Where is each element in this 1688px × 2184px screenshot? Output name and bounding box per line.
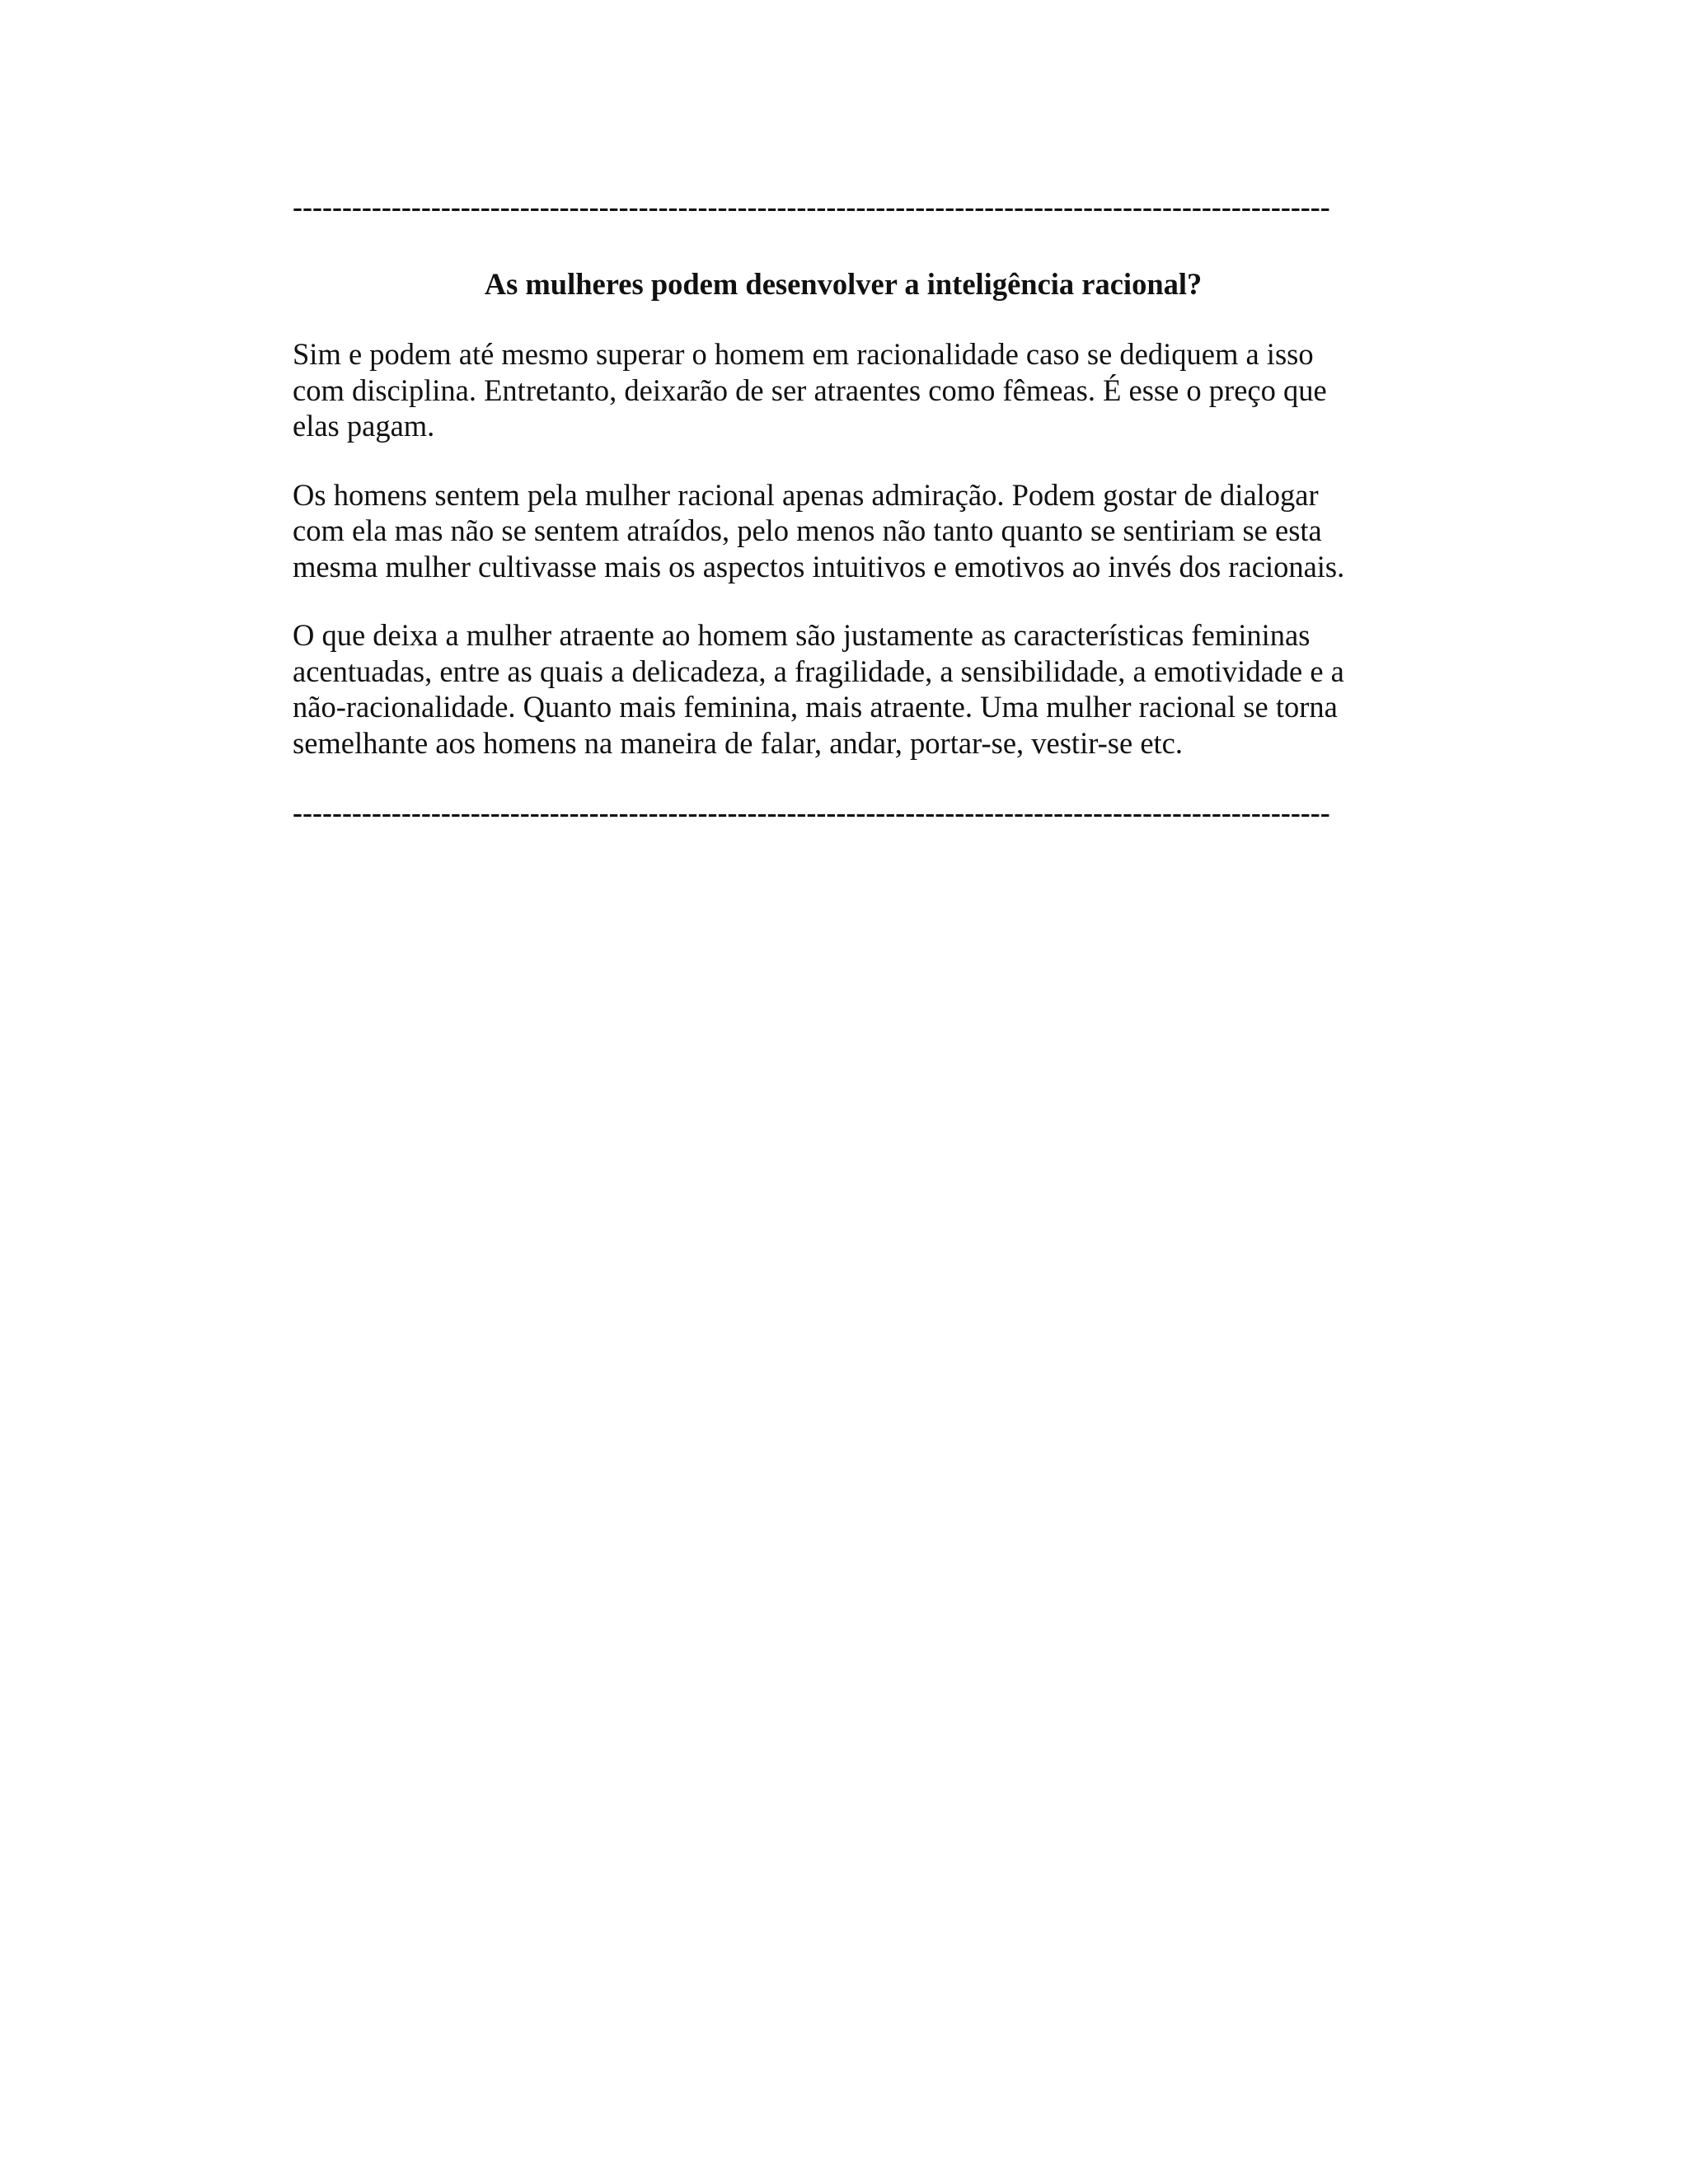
paragraph-3 bbox=[293, 617, 1394, 761]
document-content bbox=[293, 188, 1397, 832]
paragraph-line: acentuadas, entre as quais a delicadeza, a fragilidade, a sensibilidade, a emotividade e a bbox=[293, 654, 1344, 688]
paragraph-line: semelhante aos homens na maneira de falar, andar, portar-se, vestir-se etc. bbox=[293, 725, 1183, 760]
bottom-divider-text: --------------------------------------------------------------------------------------------------------- bbox=[293, 796, 1330, 829]
paragraph-2 bbox=[293, 477, 1394, 585]
paragraph-line: não-racionalidade. Quanto mais feminina, mais atraente. Uma mulher racional se torna bbox=[293, 690, 1338, 724]
paragraph-line: Sim e podem até mesmo superar o homem em racionalidade caso se dediquem a isso bbox=[293, 337, 1314, 371]
bottom-divider bbox=[293, 794, 1394, 832]
top-divider bbox=[293, 188, 1394, 226]
top-divider-text: --------------------------------------------------------------------------------------------------------- bbox=[293, 190, 1330, 223]
paragraph-line: com ela mas não se sentem atraídos, pelo menos não tanto quanto se sentiriam se esta bbox=[293, 513, 1322, 547]
document-title: As mulheres podem desenvolver a inteligência racional? bbox=[484, 267, 1203, 301]
paragraph-line: com disciplina. Entretanto, deixarão de ser atraentes como fêmeas. É esse o preço que bbox=[293, 373, 1327, 407]
paragraph-line: Os homens sentem pela mulher racional apenas admiração. Podem gostar de dialogar bbox=[293, 477, 1319, 512]
paragraph-line: mesma mulher cultivasse mais os aspectos intuitivos e emotivos ao invés dos racionais. bbox=[293, 549, 1345, 583]
paragraph-line: elas pagam. bbox=[293, 409, 435, 443]
paragraph-line: O que deixa a mulher atraente ao homem são justamente as características femininas bbox=[293, 618, 1311, 652]
paragraph-1 bbox=[293, 336, 1394, 444]
